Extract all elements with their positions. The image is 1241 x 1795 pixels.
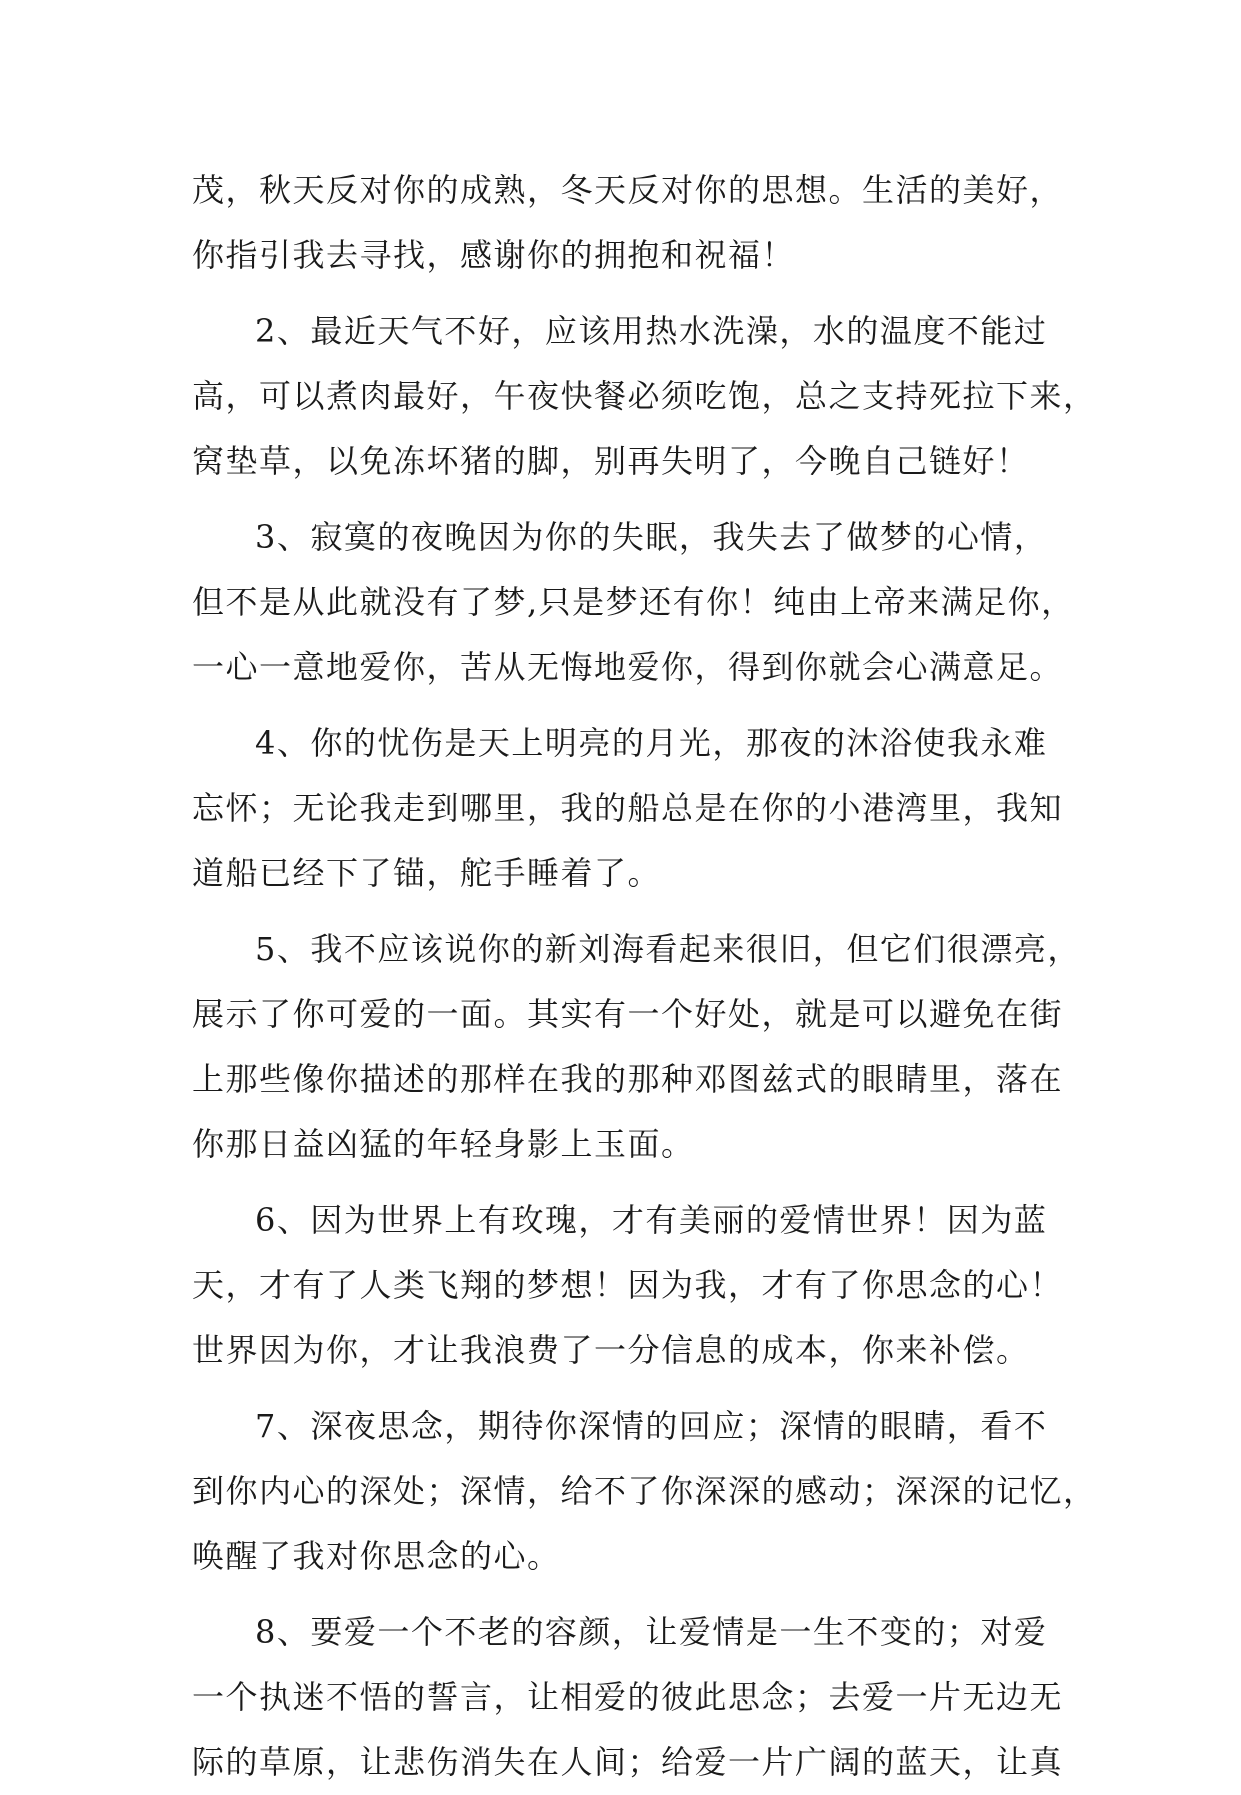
paragraph-7-start: 7、深夜思念，期待你深情的回应；深情的眼睛，看不 <box>255 1407 1048 1445</box>
paragraph-2-start: 2、最近天气不好，应该用热水洗澡，水的温度不能过 <box>255 312 1048 350</box>
paragraph-3-start: 3、寂寞的夜晚因为你的失眠，我失去了做梦的心情， <box>255 518 1048 556</box>
text-line: 上那些像你描述的那样在我的那种邓图兹式的眼睛里，落在 <box>192 1060 1064 1098</box>
text-line: 你那日益凶猛的年轻身影上玉面。 <box>192 1125 695 1163</box>
text-line: 世界因为你，才让我浪费了一分信息的成本，你来补偿。 <box>192 1331 1030 1369</box>
text-line: 窝垫草，以免冻坏猪的脚，别再失明了，今晚自己链好！ <box>192 442 1030 480</box>
text-line: 一心一意地爱你，苦从无悔地爱你，得到你就会心满意足。 <box>192 648 1064 686</box>
paragraph-4-start: 4、你的忧伤是天上明亮的月光，那夜的沐浴使我永难 <box>255 724 1048 762</box>
document-body <box>192 158 1097 1795</box>
text-line: 茂，秋天反对你的成熟，冬天反对你的思想。生活的美好， <box>192 171 1064 209</box>
text-line: 忘怀；无论我走到哪里，我的船总是在你的小港湾里，我知 <box>192 789 1064 827</box>
text-line: 高，可以煮肉最好，午夜快餐必须吃饱，总之支持死拉下来， <box>192 377 1097 415</box>
paragraph-8-start: 8、要爱一个不老的容颜，让爱情是一生不变的；对爱 <box>255 1613 1048 1651</box>
text-line: 你指引我去寻找，感谢你的拥抱和祝福！ <box>192 236 796 274</box>
text-line: 际的草原，让悲伤消失在人间；给爱一片广阔的蓝天，让真 <box>192 1743 1064 1781</box>
text-line: 但不是从此就没有了梦,只是梦还有你！纯由上帝来满足你， <box>192 583 1075 621</box>
text-line: 道船已经下了锚，舵手睡着了。 <box>192 854 662 892</box>
paragraph-6-start: 6、因为世界上有玫瑰，才有美丽的爱情世界！因为蓝 <box>255 1201 1048 1239</box>
text-line: 到你内心的深处；深情，给不了你深深的感动；深深的记忆， <box>192 1472 1097 1510</box>
text-line: 展示了你可爱的一面。其实有一个好处，就是可以避免在街 <box>192 995 1064 1033</box>
text-line: 天，才有了人类飞翔的梦想！因为我，才有了你思念的心！ <box>192 1266 1064 1304</box>
text-line: 一个执迷不悟的誓言，让相爱的彼此思念；去爱一片无边无 <box>192 1678 1064 1716</box>
paragraph-5-start: 5、我不应该说你的新刘海看起来很旧，但它们很漂亮， <box>255 930 1081 968</box>
text-line: 唤醒了我对你思念的心。 <box>192 1537 561 1575</box>
